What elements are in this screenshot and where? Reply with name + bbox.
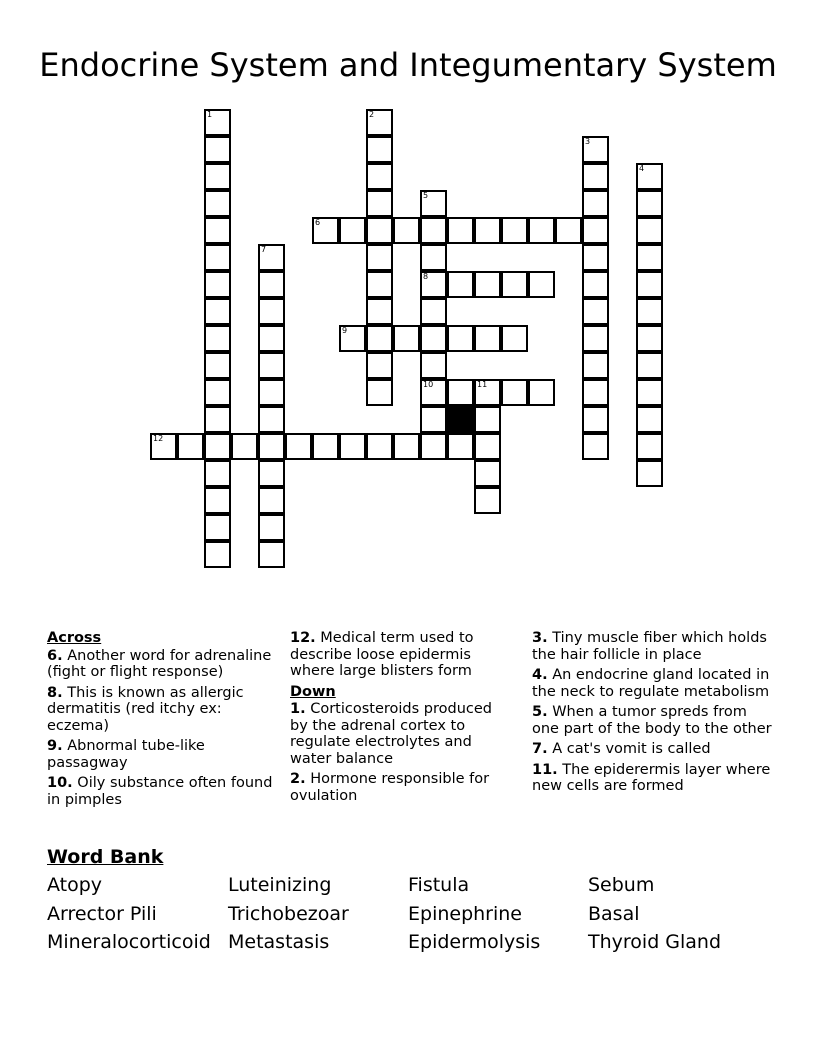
clue-text: A cat's vomit is called	[552, 741, 711, 757]
clue-number: 7.	[532, 741, 548, 757]
crossword-cell[interactable]	[204, 190, 231, 217]
crossword-cell[interactable]	[339, 433, 366, 460]
clues-column-1	[47, 630, 287, 812]
clue-down-11	[532, 762, 772, 795]
clue-number: 10.	[47, 775, 73, 791]
crossword-cell[interactable]	[501, 325, 528, 352]
cell-number: 2	[369, 110, 375, 119]
crossword-cell[interactable]	[420, 244, 447, 271]
crossword-cell[interactable]	[582, 163, 609, 190]
crossword-cell[interactable]	[582, 352, 609, 379]
crossword-cell[interactable]	[258, 406, 285, 433]
word-bank-item: Trichobezoar	[228, 903, 349, 925]
clue-text: Tiny muscle fiber which holds the hair follicle in place	[532, 630, 767, 663]
crossword-cell[interactable]	[366, 190, 393, 217]
crossword-cell[interactable]	[366, 325, 393, 352]
crossword-cell[interactable]	[636, 325, 663, 352]
clue-text: Oily substance often found in pimples	[47, 775, 273, 808]
crossword-cell[interactable]	[528, 217, 555, 244]
word-bank-heading: Word Bank	[47, 846, 164, 868]
crossword-cell[interactable]	[258, 460, 285, 487]
cell-number: 3	[585, 137, 591, 146]
clue-across-9	[47, 738, 287, 771]
crossword-cell[interactable]	[555, 217, 582, 244]
crossword-cell[interactable]	[501, 379, 528, 406]
black-cell	[447, 406, 474, 433]
down-heading: Down	[290, 683, 336, 700]
crossword-cell[interactable]	[204, 406, 231, 433]
cell-number: 8	[423, 272, 429, 281]
crossword-cell[interactable]	[258, 379, 285, 406]
clue-text: The epiderermis layer where new cells are formed	[532, 761, 771, 794]
crossword-cell[interactable]	[204, 271, 231, 298]
word-bank-item: Fistula	[408, 874, 470, 896]
clue-number: 12.	[290, 630, 316, 646]
clue-text: Medical term used to describe loose epidermis where large blisters form	[290, 630, 474, 679]
crossword-cell[interactable]	[366, 109, 393, 136]
crossword-cell[interactable]	[474, 217, 501, 244]
page-title: Endocrine System and Integumentary System	[39, 46, 777, 84]
crossword-cell[interactable]	[366, 271, 393, 298]
word-bank-item: Sebum	[588, 874, 655, 896]
crossword-cell[interactable]	[393, 325, 420, 352]
crossword-cell[interactable]	[447, 217, 474, 244]
crossword-cell[interactable]	[582, 406, 609, 433]
crossword-cell[interactable]	[420, 190, 447, 217]
crossword-cell[interactable]	[258, 433, 285, 460]
crossword-cell[interactable]	[420, 217, 447, 244]
crossword-cell[interactable]	[582, 379, 609, 406]
crossword-cell[interactable]	[204, 298, 231, 325]
clue-number: 11.	[532, 761, 558, 778]
clue-text: Hormone responsible for ovulation	[290, 771, 490, 804]
crossword-cell[interactable]	[312, 433, 339, 460]
crossword-cell[interactable]	[582, 298, 609, 325]
clue-number: 4.	[532, 667, 548, 683]
crossword-cell[interactable]	[582, 244, 609, 271]
across-heading: Across	[47, 630, 102, 646]
crossword-cell[interactable]	[204, 163, 231, 190]
clue-text: Another word for adrenaline (fight or flight response)	[47, 647, 272, 680]
crossword-cell[interactable]	[474, 460, 501, 487]
crossword-cell[interactable]	[258, 325, 285, 352]
crossword-cell[interactable]	[420, 379, 447, 406]
cell-number: 9	[342, 326, 348, 335]
crossword-cell[interactable]	[150, 433, 177, 460]
clue-down-2	[290, 771, 510, 804]
crossword-cell[interactable]	[204, 244, 231, 271]
crossword-cell[interactable]	[339, 217, 366, 244]
clue-across-10	[47, 775, 287, 808]
crossword-cell[interactable]	[474, 325, 501, 352]
crossword-cell[interactable]	[420, 352, 447, 379]
crossword-cell[interactable]	[636, 271, 663, 298]
crossword-cell[interactable]	[474, 487, 501, 514]
crossword-cell[interactable]	[447, 325, 474, 352]
crossword-cell[interactable]	[582, 325, 609, 352]
crossword-cell[interactable]	[528, 271, 555, 298]
clue-text: Abnormal tube-like passagway	[47, 738, 205, 771]
clue-down-3	[532, 630, 772, 663]
crossword-cell[interactable]	[258, 352, 285, 379]
crossword-cell[interactable]	[366, 136, 393, 163]
word-bank-item: Thyroid Gland	[588, 931, 722, 953]
crossword-cell[interactable]	[420, 298, 447, 325]
cell-number: 1	[207, 110, 213, 119]
cell-number: 10	[423, 380, 434, 389]
crossword-cell[interactable]	[420, 271, 447, 298]
crossword-cell[interactable]	[501, 271, 528, 298]
clue-number: 3.	[532, 630, 548, 646]
word-bank-item: Atopy	[47, 874, 103, 896]
crossword-cell[interactable]	[204, 109, 231, 136]
cell-number: 6	[315, 218, 321, 227]
crossword-cell[interactable]	[204, 487, 231, 514]
clue-across-12	[290, 630, 510, 680]
cell-number: 5	[423, 191, 429, 200]
crossword-cell[interactable]	[474, 433, 501, 460]
clue-number: 5.	[532, 704, 548, 720]
crossword-cell[interactable]	[258, 298, 285, 325]
crossword-cell[interactable]	[231, 433, 258, 460]
crossword-cell[interactable]	[582, 190, 609, 217]
word-bank-item: Luteinizing	[228, 874, 332, 896]
crossword-cell[interactable]	[366, 217, 393, 244]
crossword-cell[interactable]	[366, 244, 393, 271]
crossword-cell[interactable]	[312, 217, 339, 244]
crossword-cell[interactable]	[474, 271, 501, 298]
crossword-cell[interactable]	[636, 460, 663, 487]
crossword-cell[interactable]	[366, 352, 393, 379]
crossword-cell[interactable]	[204, 325, 231, 352]
crossword-cell[interactable]	[447, 271, 474, 298]
crossword-cell[interactable]	[204, 352, 231, 379]
crossword-cell[interactable]	[393, 433, 420, 460]
crossword-cell[interactable]	[258, 244, 285, 271]
clue-text: When a tumor spreds from one part of the body to the other	[532, 704, 772, 737]
clue-across-6	[47, 648, 287, 681]
clue-number: 1.	[290, 701, 306, 717]
crossword-cell[interactable]	[204, 460, 231, 487]
crossword-cell[interactable]	[420, 325, 447, 352]
clue-number: 6.	[47, 647, 63, 664]
crossword-cell[interactable]	[258, 541, 285, 568]
crossword-cell[interactable]	[474, 406, 501, 433]
cell-number: 7	[261, 245, 267, 254]
crossword-cell[interactable]	[636, 298, 663, 325]
clue-text: An endocrine gland located in the neck to regulate metabolism	[532, 667, 770, 700]
crossword-cell[interactable]	[447, 433, 474, 460]
crossword-cell[interactable]	[636, 433, 663, 460]
crossword-cell[interactable]	[636, 406, 663, 433]
crossword-cell[interactable]	[636, 244, 663, 271]
crossword-cell[interactable]	[636, 163, 663, 190]
crossword-cell[interactable]	[366, 433, 393, 460]
crossword-cell[interactable]	[474, 379, 501, 406]
crossword-cell[interactable]	[204, 514, 231, 541]
crossword-cell[interactable]	[258, 514, 285, 541]
crossword-cell[interactable]	[420, 406, 447, 433]
clue-number: 2.	[290, 771, 306, 787]
crossword-cell[interactable]	[393, 217, 420, 244]
crossword-cell[interactable]	[582, 136, 609, 163]
clue-number: 9.	[47, 738, 63, 754]
crossword-cell[interactable]	[582, 217, 609, 244]
cell-number: 11	[477, 380, 488, 389]
word-bank-item: Mineralocorticoid	[47, 931, 211, 953]
crossword-cell[interactable]	[636, 352, 663, 379]
clue-text: Corticosteroids produced by the adrenal cortex to regulate electrolytes and water balance	[290, 701, 493, 767]
crossword-cell[interactable]	[204, 379, 231, 406]
crossword-cell[interactable]	[204, 136, 231, 163]
cell-number: 12	[153, 434, 164, 443]
crossword-cell[interactable]	[258, 487, 285, 514]
crossword-cell[interactable]	[501, 217, 528, 244]
word-bank-item: Epinephrine	[408, 903, 522, 925]
crossword-cell[interactable]	[366, 379, 393, 406]
crossword-cell[interactable]	[204, 217, 231, 244]
crossword-cell[interactable]	[285, 433, 312, 460]
crossword-cell[interactable]	[582, 271, 609, 298]
crossword-cell[interactable]	[366, 163, 393, 190]
crossword-cell[interactable]	[636, 379, 663, 406]
clue-across-8	[47, 685, 287, 735]
crossword-cell[interactable]	[447, 379, 474, 406]
crossword-cell[interactable]	[366, 298, 393, 325]
clue-down-5	[532, 704, 772, 737]
crossword-cell[interactable]	[204, 433, 231, 460]
crossword-cell[interactable]	[420, 433, 447, 460]
crossword-cell[interactable]	[177, 433, 204, 460]
crossword-cell[interactable]	[582, 433, 609, 460]
clue-text: This is known as allergic dermatitis (red itchy ex: eczema)	[47, 684, 244, 734]
crossword-cell[interactable]	[636, 190, 663, 217]
crossword-cell[interactable]	[258, 271, 285, 298]
word-bank-item: Metastasis	[228, 931, 330, 953]
crossword-cell[interactable]	[204, 541, 231, 568]
clue-number: 8.	[47, 684, 63, 701]
word-bank-item: Epidermolysis	[408, 931, 541, 953]
cell-number: 4	[639, 164, 645, 173]
word-bank-item: Arrector Pili	[47, 903, 157, 925]
clue-down-7	[532, 741, 772, 758]
clues-column-2	[290, 630, 510, 808]
clue-down-4	[532, 667, 772, 700]
crossword-cell[interactable]	[528, 379, 555, 406]
clues-column-3	[532, 630, 772, 799]
clue-down-1	[290, 701, 510, 767]
word-bank-item: Basal	[588, 903, 640, 925]
crossword-cell[interactable]	[339, 325, 366, 352]
crossword-cell[interactable]	[636, 217, 663, 244]
